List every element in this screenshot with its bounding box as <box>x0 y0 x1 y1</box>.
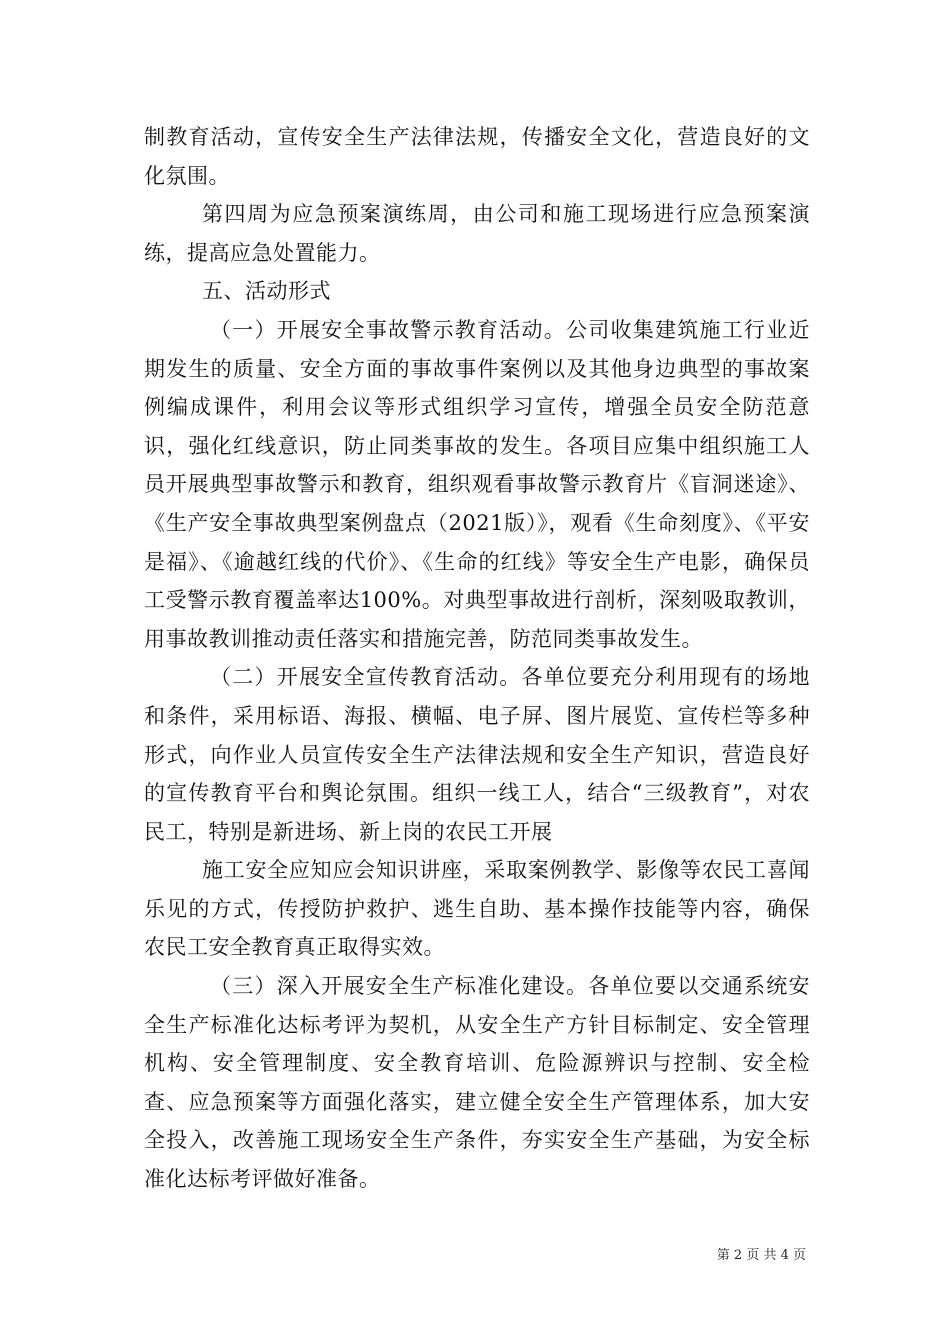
paragraph-item-one: （一）开展安全事故警示教育活动。公司收集建筑施工行业近期发生的质量、安全方面的事故事件案例以及其他身边典型的事故案例编成课件，利用会议等形式组织学习宣传，增强全员安全防范意识，强化红线意识，防止同类事故的发生。各项目应集中组织施工人员开展典型事故警示和教育，组织观看事故警示教育片《盲洞迷途》、《生产安全事故典型案例盘点（2021版）》，观看《生命刻度》、《平安是福》、《逾越红线的代价》、《生命的红线》等安全生产电影，确保员工受警示教育覆盖率达100%。对典型事故进行剖析，深刻吸取教训，用事故教训推动责任落实和措施完善，防范同类事故发生。 <box>144 317 810 651</box>
page-number-footer: 第 2 页 共 4 页 <box>716 1248 806 1263</box>
paragraph-week-four: 第四周为应急预案演练周，由公司和施工现场进行应急预案演练，提高应急处置能力。 <box>144 202 810 265</box>
paragraph-item-two: （二）开展安全宣传教育活动。各单位要充分利用现有的场地和条件，采用标语、海报、横幅、电子屏、图片展览、宣传栏等多种形式，向作业人员宣传安全生产法律法规和安全生产知识，营造良好的宣传教育平台和舆论氛围。组织一线工人，结合“三级教育”，对农民工，特别是新进场、新上岗的农民工开展 <box>144 665 810 844</box>
paragraph-continuation: 制教育活动，宣传安全生产法律法规，传播安全文化，营造良好的文化氛围。 <box>144 125 810 188</box>
paragraph-item-two-continued: 施工安全应知应会知识讲座，采取案例教学、影像等农民工喜闻乐见的方式，传授防护救护、逃生自助、基本操作技能等内容，确保农民工安全教育真正取得实效。 <box>144 858 810 960</box>
paragraph-item-three: （三）深入开展安全生产标准化建设。各单位要以交通系统安全生产标准化达标考评为契机，从安全生产方针目标制定、安全管理机构、安全管理制度、安全教育培训、危险源辨识与控制、安全检查、应急预案等方面强化落实，建立健全安全生产管理体系，加大安全投入，改善施工现场安全生产条件，夯实安全生产基础，为安全标准化达标考评做好准备。 <box>144 974 810 1192</box>
section-heading-activity-forms: 五、活动形式 <box>202 279 331 304</box>
document-body <box>144 118 810 1199</box>
